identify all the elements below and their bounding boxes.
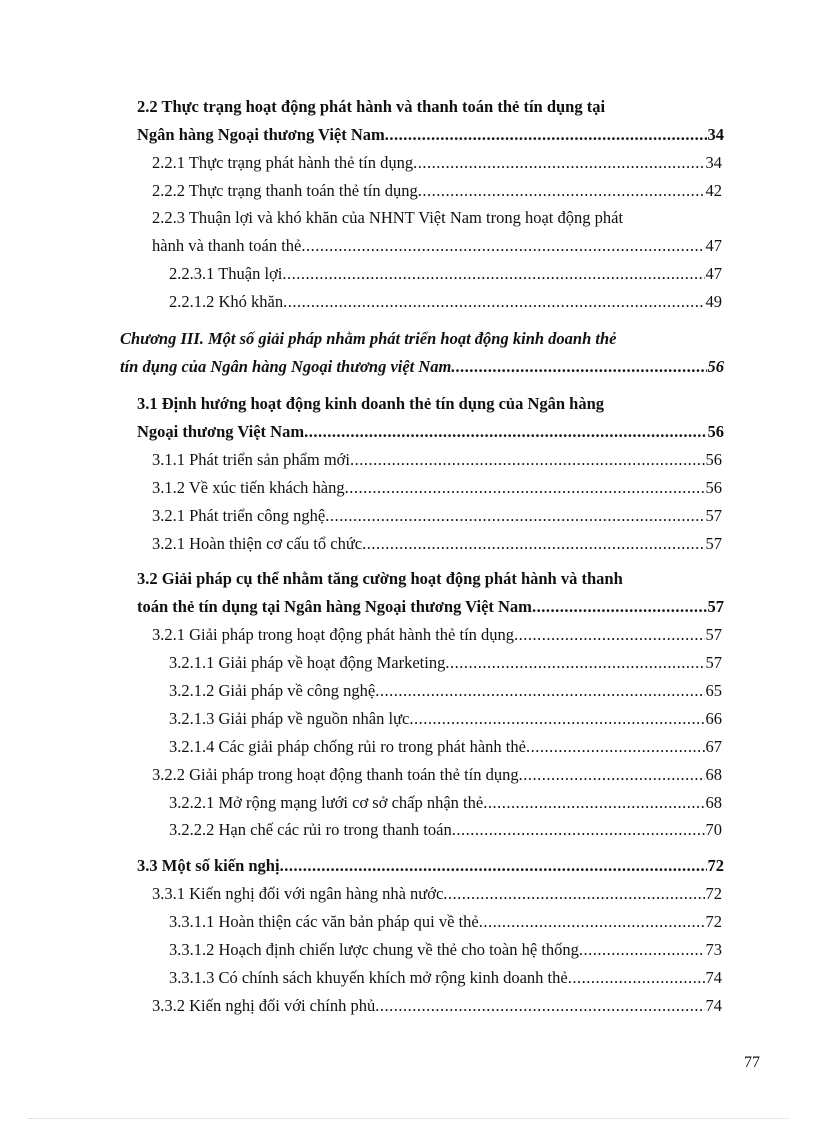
toc-entry-3-3-1[interactable]	[152, 883, 722, 905]
toc-entry-text: Ngân hàng Ngoại thương Việt Nam	[137, 125, 385, 144]
leader-dots	[375, 995, 704, 1017]
leader-dots	[445, 652, 704, 674]
toc-entry-text: 3.2.1 Giải pháp trong hoạt động phát hành thẻ tín dụng	[152, 625, 515, 644]
toc-page-number: 57	[705, 653, 722, 672]
toc-page-number: 57	[705, 625, 722, 644]
toc-entry-2-2-1-2[interactable]	[169, 291, 722, 313]
toc-entry-3-2-1-org[interactable]	[152, 533, 722, 555]
toc-entry-text: 3.2.1.3 Giải pháp về nguồn nhân lực	[169, 709, 410, 728]
toc-entry-3-2-1-4[interactable]	[169, 736, 722, 758]
toc-page-number: 34	[705, 153, 722, 172]
leader-dots	[282, 263, 704, 285]
leader-dots	[301, 235, 704, 257]
toc-entry-text: 2.2.2 Thực trạng thanh toán thẻ tín dụng	[152, 181, 418, 200]
toc-page-number: 57	[705, 534, 722, 553]
toc-entry-3-2-1-1[interactable]	[169, 652, 722, 674]
toc-page-number: 56	[705, 450, 722, 469]
toc-page-number: 67	[705, 737, 722, 756]
toc-entry-text: 3.1.2 Về xúc tiến khách hàng	[152, 478, 345, 497]
toc-entry-3-1-1[interactable]	[152, 449, 722, 471]
toc-page-number: 57	[707, 597, 724, 616]
toc-page-number: 56	[707, 422, 724, 441]
toc-entry-text: 3.2.2.1 Mở rộng mạng lưới cơ sở chấp nhận thẻ	[169, 793, 484, 812]
toc-entry-3-3[interactable]	[137, 855, 724, 877]
toc-entry-3-2-line1: 3.2 Giải pháp cụ thể nhằm tăng cường hoạt động phát hành và thanh	[137, 569, 623, 588]
toc-page-number: 49	[705, 292, 722, 311]
toc-entry-text: 3.3.1.2 Hoạch định chiến lược chung về thẻ cho toàn hệ thống	[169, 940, 579, 959]
toc-page-number: 57	[705, 506, 722, 525]
toc-entry-text: Ngoại thương Việt Nam	[137, 422, 305, 441]
leader-dots	[443, 883, 704, 905]
toc-entry-text: toán thẻ tín dụng tại Ngân hàng Ngoại thương Việt Nam	[137, 597, 532, 616]
leader-dots	[479, 911, 705, 933]
toc-page-number: 65	[705, 681, 722, 700]
toc-entry-text: 3.3.1.3 Có chính sách khuyến khích mở rộng kinh doanh thẻ	[169, 968, 568, 987]
leader-dots	[325, 505, 704, 527]
toc-chapter-3[interactable]	[120, 356, 724, 378]
toc-entry-text: 2.2.1 Thực trạng phát hành thẻ tín dụng	[152, 153, 414, 172]
toc-entry-3-2-2-1[interactable]	[169, 792, 722, 814]
toc-entry-text: 2.2.1.2 Khó khăn	[169, 292, 284, 311]
toc-page-number: 47	[705, 236, 722, 255]
leader-dots	[304, 421, 706, 443]
page-bottom-divider	[28, 1118, 788, 1119]
leader-dots	[413, 152, 704, 174]
toc-entry-3-2[interactable]	[137, 596, 724, 618]
leader-dots	[451, 356, 706, 378]
toc-entry-text: 3.2.1.1 Giải pháp về hoạt động Marketing	[169, 653, 446, 672]
leader-dots	[409, 708, 704, 730]
toc-page-number: 74	[705, 996, 722, 1015]
toc-page-number: 68	[705, 793, 722, 812]
toc-entry-3-1-2[interactable]	[152, 477, 722, 499]
toc-entry-text: 3.2.1 Phát triển công nghệ	[152, 506, 326, 525]
toc-page-number: 70	[705, 820, 722, 839]
toc-entry-2-2-3-line1: 2.2.3 Thuận lợi và khó khăn của NHNT Việt Nam trong hoạt động phát	[152, 208, 624, 227]
toc-page-number: 56	[705, 478, 722, 497]
toc-page-number: 72	[707, 856, 724, 875]
toc-page-number: 42	[705, 181, 722, 200]
toc-page-number: 56	[707, 357, 724, 376]
toc-entry-text: 3.3 Một số kiến nghị	[137, 856, 280, 875]
toc-entry-3-3-1-3[interactable]	[169, 967, 722, 989]
toc-entry-text: 3.2.1.4 Các giải pháp chống rủi ro trong phát hành thẻ	[169, 737, 526, 756]
toc-entry-3-1-line1: 3.1 Định hướng hoạt động kinh doanh thẻ tín dụng của Ngân hàng	[137, 394, 605, 413]
leader-dots	[452, 819, 705, 841]
toc-entry-text: 3.3.1 Kiến nghị đối với ngân hàng nhà nước	[152, 884, 444, 903]
leader-dots	[345, 477, 705, 499]
leader-dots	[418, 180, 705, 202]
toc-page-number: 66	[705, 709, 722, 728]
leader-dots	[526, 736, 705, 758]
leader-dots	[385, 124, 707, 146]
toc-entry-text: 3.3.1.1 Hoàn thiện các văn bản pháp qui về thẻ	[169, 912, 479, 931]
toc-entry-3-3-2[interactable]	[152, 995, 722, 1017]
toc-entry-2-2[interactable]	[137, 124, 724, 146]
leader-dots	[375, 680, 704, 702]
toc-entry-3-2-2[interactable]	[152, 764, 722, 786]
toc-entry-3-2-1-2[interactable]	[169, 680, 722, 702]
toc-entry-2-2-2[interactable]	[152, 180, 722, 202]
toc-entry-2-2-1[interactable]	[152, 152, 722, 174]
toc-page-number: 74	[705, 968, 722, 987]
toc-entry-text: 3.2.2 Giải pháp trong hoạt động thanh toán thẻ tín dụng	[152, 765, 519, 784]
toc-entry-3-2-1[interactable]	[152, 624, 722, 646]
page-number: 77	[744, 1054, 760, 1071]
toc-entry-text: 3.3.2 Kiến nghị đối với chính phủ	[152, 996, 376, 1015]
toc-entry-3-3-1-2[interactable]	[169, 939, 722, 961]
toc-page-number: 73	[705, 940, 722, 959]
leader-dots	[568, 967, 705, 989]
toc-page-number: 47	[705, 264, 722, 283]
toc-page-number: 72	[705, 884, 722, 903]
toc-entry-3-2-1-tech[interactable]	[152, 505, 722, 527]
toc-entry-2-2-3[interactable]	[152, 235, 722, 257]
toc-entry-text: 3.2.1 Hoàn thiện cơ cấu tổ chức	[152, 534, 363, 553]
toc-page-number: 34	[707, 125, 724, 144]
toc-entry-text: 2.2.3.1 Thuận lợi	[169, 264, 283, 283]
toc-entry-3-1[interactable]	[137, 421, 724, 443]
toc-page-number: 68	[705, 765, 722, 784]
leader-dots	[483, 792, 704, 814]
toc-entry-3-2-2-2[interactable]	[169, 819, 722, 841]
toc-page-number: 72	[705, 912, 722, 931]
toc-entry-text: 3.1.1 Phát triển sản phẩm mới	[152, 450, 350, 469]
toc-entry-2-2-line1: 2.2 Thực trạng hoạt động phát hành và thanh toán thẻ tín dụng tại	[137, 97, 606, 116]
leader-dots	[362, 533, 704, 555]
leader-dots	[514, 624, 704, 646]
toc-entry-text: 3.2.2.2 Hạn chế các rủi ro trong thanh toán	[169, 820, 452, 839]
leader-dots	[283, 291, 704, 313]
toc-entry-text: hành và thanh toán thẻ	[152, 236, 302, 255]
leader-dots	[519, 764, 705, 786]
toc-entry-3-3-1-1[interactable]	[169, 911, 722, 933]
toc-entry-text: 3.2.1.2 Giải pháp về công nghệ	[169, 681, 376, 700]
toc-entry-text: tín dụng của Ngân hàng Ngoại thương việt Nam	[120, 357, 452, 376]
leader-dots	[350, 449, 705, 471]
toc-entry-3-2-1-3[interactable]	[169, 708, 722, 730]
toc-chapter-3-line1: Chương III. Một số giải pháp nhằm phát triển hoạt động kinh doanh thẻ	[120, 329, 617, 348]
leader-dots	[532, 596, 707, 618]
toc-entry-2-2-3-1[interactable]	[169, 263, 722, 285]
leader-dots	[579, 939, 705, 961]
leader-dots	[280, 855, 707, 877]
